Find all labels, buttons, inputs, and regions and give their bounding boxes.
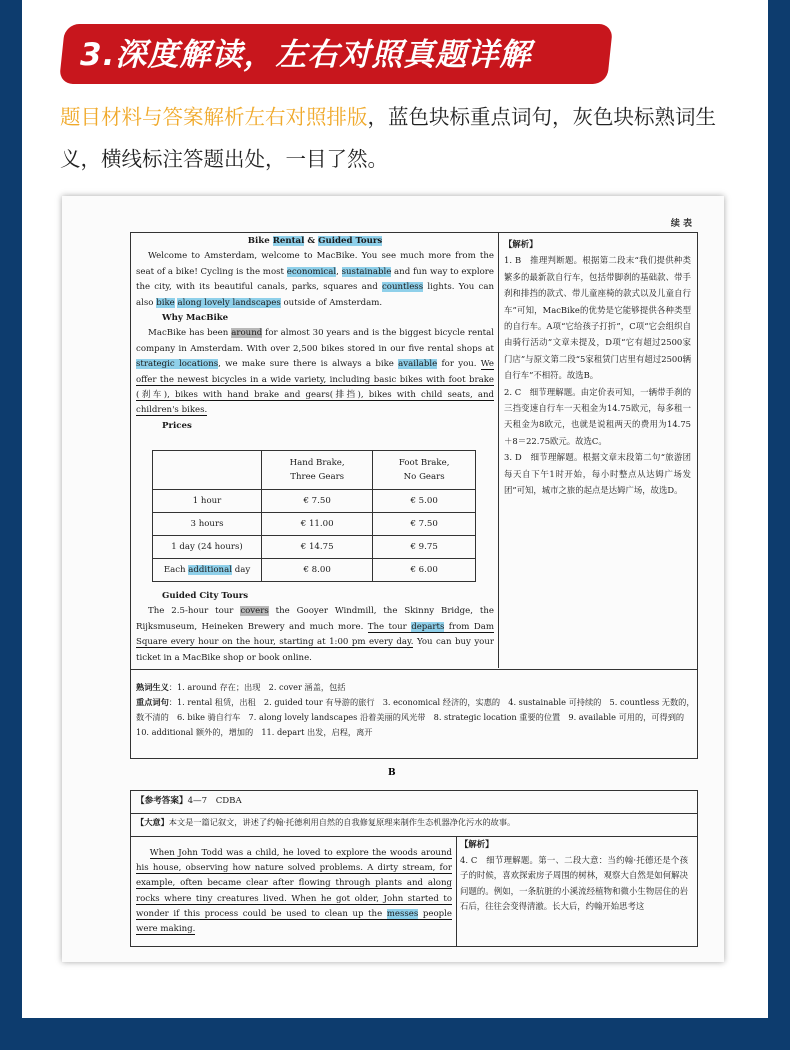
why-macbike-heading: Why MacBike xyxy=(162,313,229,324)
passage-title: Bike Rental & Guided Tours xyxy=(247,236,383,246)
exam-page xyxy=(62,196,724,962)
continued-label: 续 表 xyxy=(670,219,692,229)
vocab-notes: 熟词生义：1. around 存在；出现 2. cover 涵盖，包括 重点词句：1. rental 租赁，出租 2. guided tour 有导游的旅行 3. economical 经济的，实惠的 4. sustainable 可持续的 5. countless 无数的，数不清的 6. bike 骑自行车 7. along lovely landscapes 沿着美丽的风光带 8. strategic location 重要的位置 9. available 可用的，可得到的 10. additional 额外的，增加的 11. depart 出发，启程，离开 xyxy=(136,682,695,737)
table-row: 1 hour € 7.50 € 5.00 xyxy=(153,490,476,513)
intro-highlight: 题目材料与答案解析左右对照排版 xyxy=(60,105,368,129)
intro-text xyxy=(60,96,740,180)
paragraph-2: MacBike has been around for almost 30 years and is the biggest bicycle rental company in Amsterdam. With over 2,500 bikes stored in our five rental shops at strategic locations, we make sure there is always a bike available for you. We offer the newest bicycles in a wide variety, including basic bikes with foot brake (刹车), bikes with hand brake and gears(排挡), bikes with child seats, and children's bikes. xyxy=(136,328,494,416)
table-row: 3 hours € 11.00 € 7.50 xyxy=(153,513,476,536)
guided-tours-heading: Guided City Tours xyxy=(162,591,249,601)
analysis-a: 【解析】 1. B 推理判断题。根据第二段末“我们提供种类繁多的最新款自行车，包括带脚刹的基础款、带手刹和排挡的款式、带儿童座椅的款式以及儿童自行车”可知，MacBike的优势是它能够提供各种类型的自行车。A项“它给孩子打折”，C项“它会组织自由骑行活动”文章未提及，D项“它有超过2500家门店”与原文第二段“5家租赁门店里有超过2500辆自行车”不相符。故选B。 2. C 细节理解题。由定价表可知，一辆带手刹的三挡变速自行车一天租金为14.75欧元，每多租一天租金为8欧元，也就是说租两天的费用为14.75＋8＝22.75欧元。故选C。 3. D 细节理解题。根据文章末段第二句“旅游团每天自下午1时开始，每小时整点从达姆广场发团”可知，城市之旅的起点是达姆广场，故选D。 xyxy=(504,239,691,496)
paragraph-1: Welcome to Amsterdam, welcome to MacBike. You see much more from the seat of a bike! Cycling is the most economical, sustainable and fun way to explore the city, with its beautiful canals, parks, squares and countless lights. You can also bike along lovely landscapes outside of Amsterdam. xyxy=(136,251,494,308)
table-row: Each additional day € 8.00 € 6.00 xyxy=(153,559,476,582)
passage-a-tours xyxy=(136,589,494,666)
intro-rest: ，蓝色块标重点词句，灰色块标熟词生义，横线标注答题出处，一目了然。 xyxy=(60,105,716,171)
passage-a xyxy=(136,234,494,434)
analysis-b: 【解析】 4. C 细节理解题。第一、二段大意：当约翰·托德还是个孩子的时候，喜欢探索房子周围的树林，观察大自然是如何解决问题的。例如，一条肮脏的小溪流经植物和微小生物居住的岩石后，往往会变得清澈。长大后，约翰开始思考这 xyxy=(460,839,688,912)
table-row: 1 day (24 hours) € 14.75 € 9.75 xyxy=(153,536,476,559)
summary-line: 【大意】本文是一篇记叙文，讲述了约翰·托德利用自然的自我修复原理来制作生态机器净化污水的故事。 xyxy=(136,817,516,827)
table-header-foot-brake: Foot Brake, No Gears xyxy=(373,451,476,490)
section-b-mark: B xyxy=(388,768,396,778)
passage-b: When John Todd was a child, he loved to explore the woods around his house, observing how nature solved problems. A dirty stream, for example, often became clear after flowing through plants and along rocks where tiny creatures lived. When he got older, John started to wonder if this process could be used to clean up the messes people were making. xyxy=(136,848,452,935)
prices-heading: Prices xyxy=(162,420,192,431)
table-header-hand-brake: Hand Brake, Three Gears xyxy=(262,451,373,490)
banner-title: 3.深度解读，左右对照真题详解 xyxy=(80,37,532,73)
paragraph-3: The 2.5-hour tour covers the Gooyer Windmill, the Skinny Bridge, the Rijksmuseum, Heineken Brewery and much more. The tour departs from Dam Square every hour on the hour, starting at 1:00 pm every day. You can buy your ticket in a MacBike shop or book online. xyxy=(136,606,494,663)
answer-line: 【参考答案】4—7 CDBA xyxy=(136,796,242,806)
table-corner xyxy=(153,451,262,490)
price-table xyxy=(152,450,476,582)
passage-b-divider xyxy=(456,836,457,946)
column-divider xyxy=(498,232,499,668)
